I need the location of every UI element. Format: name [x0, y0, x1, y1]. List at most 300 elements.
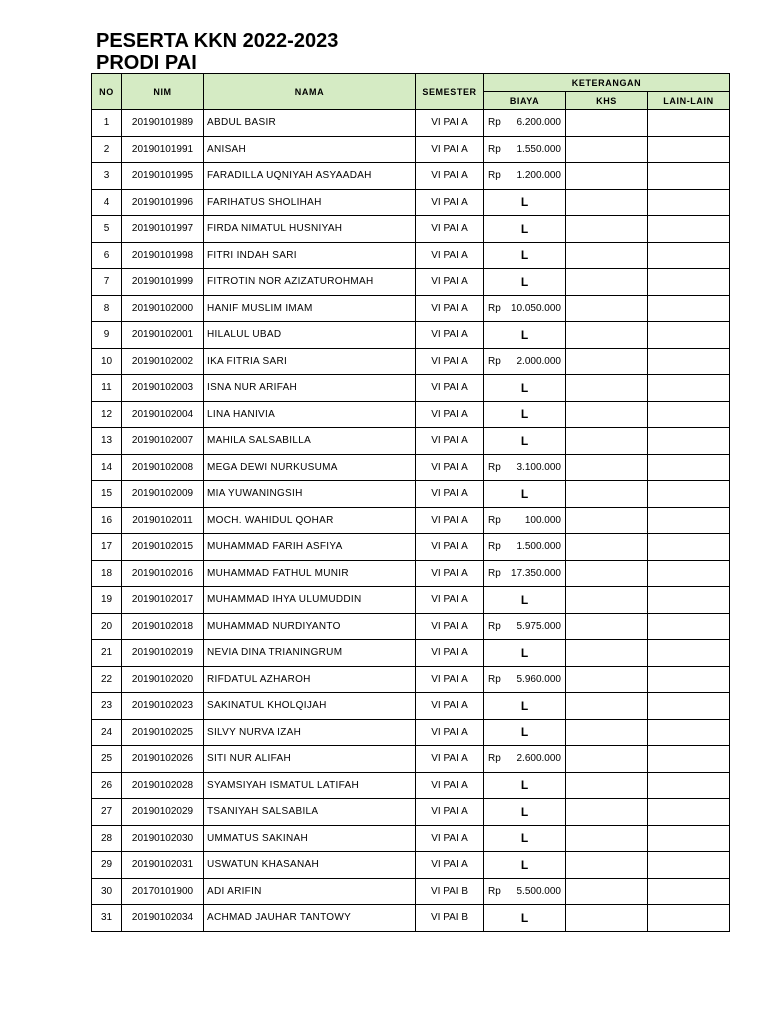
table-row [92, 375, 730, 402]
header-biaya: BIAYA [484, 92, 566, 110]
row-biaya [484, 216, 566, 243]
biaya-mark: L [520, 248, 529, 263]
table-row [92, 189, 730, 216]
row-biaya [484, 587, 566, 614]
biaya-amount: 5.975.000 [516, 620, 561, 632]
row-nim: 20190102020 [122, 666, 204, 693]
table-row [92, 322, 730, 349]
table-row [92, 428, 730, 455]
row-lain-lain [648, 587, 730, 614]
table-row [92, 454, 730, 481]
row-nama: ANISAH [204, 136, 416, 163]
currency-label: Rp [488, 355, 501, 367]
row-khs [566, 852, 648, 879]
row-khs [566, 719, 648, 746]
biaya-mark: L [520, 407, 529, 422]
row-khs [566, 640, 648, 667]
table-row [92, 666, 730, 693]
biaya-amount: 10.050.000 [510, 302, 561, 314]
row-nama: MUHAMMAD FARIH ASFIYA [204, 534, 416, 561]
row-nama: LINA HANIVIA [204, 401, 416, 428]
row-khs [566, 587, 648, 614]
row-khs [566, 322, 648, 349]
row-khs [566, 216, 648, 243]
biaya-amount: 1.200.000 [516, 170, 561, 182]
row-no: 26 [92, 772, 122, 799]
row-semester: VI PAI B [416, 878, 484, 905]
row-no: 31 [92, 905, 122, 932]
row-lain-lain [648, 428, 730, 455]
row-nim: 20190101989 [122, 110, 204, 137]
row-no: 28 [92, 825, 122, 852]
row-no: 19 [92, 587, 122, 614]
header-khs: KHS [566, 92, 648, 110]
currency-label: Rp [488, 514, 501, 526]
row-lain-lain [648, 825, 730, 852]
row-no: 4 [92, 189, 122, 216]
currency-label: Rp [488, 567, 501, 579]
row-lain-lain [648, 640, 730, 667]
row-biaya [484, 269, 566, 296]
row-nama: ISNA NUR ARIFAH [204, 375, 416, 402]
row-biaya [484, 560, 566, 587]
row-khs [566, 401, 648, 428]
table-row [92, 401, 730, 428]
row-khs [566, 375, 648, 402]
row-lain-lain [648, 481, 730, 508]
row-nim: 20190102018 [122, 613, 204, 640]
row-nama: FARADILLA UQNIYAH ASYAADAH [204, 163, 416, 190]
row-biaya [484, 772, 566, 799]
biaya-mark: L [520, 857, 529, 872]
biaya-mark: L [520, 804, 529, 819]
biaya-mark: L [520, 195, 529, 210]
row-khs [566, 905, 648, 932]
currency-label: Rp [488, 143, 501, 155]
table-row [92, 242, 730, 269]
row-nama: RIFDATUL AZHAROH [204, 666, 416, 693]
row-biaya [484, 163, 566, 190]
table-row [92, 481, 730, 508]
row-lain-lain [648, 772, 730, 799]
biaya-mark: L [520, 221, 529, 236]
row-nama: MAHILA SALSABILLA [204, 428, 416, 455]
table-body [92, 110, 730, 932]
biaya-amount: 100.000 [524, 514, 561, 526]
row-nim: 20190101997 [122, 216, 204, 243]
row-nim: 20190102034 [122, 905, 204, 932]
currency-label: Rp [488, 117, 501, 129]
row-khs [566, 534, 648, 561]
row-biaya [484, 454, 566, 481]
biaya-amount: 1.550.000 [516, 143, 561, 155]
row-biaya [484, 534, 566, 561]
row-khs [566, 481, 648, 508]
row-khs [566, 746, 648, 773]
row-biaya [484, 375, 566, 402]
row-no: 13 [92, 428, 122, 455]
row-semester: VI PAI A [416, 507, 484, 534]
header-nama: NAMA [204, 74, 416, 110]
row-nim: 20190102030 [122, 825, 204, 852]
header-nim: NIM [122, 74, 204, 110]
row-nim: 20190102002 [122, 348, 204, 375]
row-semester: VI PAI A [416, 216, 484, 243]
row-nim: 20190102008 [122, 454, 204, 481]
row-nama: SITI NUR ALIFAH [204, 746, 416, 773]
row-khs [566, 110, 648, 137]
row-lain-lain [648, 666, 730, 693]
row-biaya [484, 799, 566, 826]
biaya-amount: 2.600.000 [516, 753, 561, 765]
row-biaya [484, 428, 566, 455]
row-nim: 20190102007 [122, 428, 204, 455]
table-row [92, 216, 730, 243]
row-no: 8 [92, 295, 122, 322]
row-semester: VI PAI A [416, 454, 484, 481]
row-nim: 20190102016 [122, 560, 204, 587]
row-khs [566, 772, 648, 799]
row-biaya [484, 693, 566, 720]
table-row [92, 693, 730, 720]
row-khs [566, 693, 648, 720]
row-nama: SAKINATUL KHOLQIJAH [204, 693, 416, 720]
table-row [92, 613, 730, 640]
row-lain-lain [648, 454, 730, 481]
table-row [92, 560, 730, 587]
row-nim: 20170101900 [122, 878, 204, 905]
row-khs [566, 666, 648, 693]
document-subtitle: PRODI PAI [96, 52, 197, 74]
row-no: 24 [92, 719, 122, 746]
row-khs [566, 428, 648, 455]
row-biaya [484, 746, 566, 773]
row-nim: 20190101995 [122, 163, 204, 190]
biaya-mark: L [520, 831, 529, 846]
row-semester: VI PAI A [416, 428, 484, 455]
row-no: 3 [92, 163, 122, 190]
table-row [92, 587, 730, 614]
table-row [92, 534, 730, 561]
row-biaya [484, 719, 566, 746]
table-row [92, 136, 730, 163]
biaya-mark: L [520, 725, 529, 740]
document-title: PESERTA KKN 2022-2023 [96, 30, 339, 52]
biaya-amount: 2.000.000 [516, 355, 561, 367]
biaya-mark: L [520, 327, 529, 342]
row-nim: 20190102019 [122, 640, 204, 667]
row-nama: MUHAMMAD IHYA ULUMUDDIN [204, 587, 416, 614]
row-nim: 20190102028 [122, 772, 204, 799]
row-semester: VI PAI A [416, 481, 484, 508]
row-nama: MOCH. WAHIDUL QOHAR [204, 507, 416, 534]
row-nama: NEVIA DINA TRIANINGRUM [204, 640, 416, 667]
biaya-amount: 5.500.000 [516, 885, 561, 897]
row-biaya [484, 401, 566, 428]
table-row [92, 799, 730, 826]
row-biaya [484, 878, 566, 905]
table-row [92, 719, 730, 746]
row-nim: 20190102017 [122, 587, 204, 614]
row-lain-lain [648, 375, 730, 402]
row-lain-lain [648, 136, 730, 163]
row-lain-lain [648, 560, 730, 587]
row-biaya [484, 507, 566, 534]
row-no: 27 [92, 799, 122, 826]
row-semester: VI PAI A [416, 322, 484, 349]
row-biaya [484, 189, 566, 216]
row-semester: VI PAI A [416, 401, 484, 428]
row-nim: 20190101991 [122, 136, 204, 163]
biaya-amount: 6.200.000 [516, 117, 561, 129]
row-semester: VI PAI A [416, 852, 484, 879]
row-nama: IKA FITRIA SARI [204, 348, 416, 375]
row-no: 5 [92, 216, 122, 243]
row-nama: ABDUL BASIR [204, 110, 416, 137]
row-semester: VI PAI A [416, 693, 484, 720]
row-nim: 20190102031 [122, 852, 204, 879]
row-biaya [484, 825, 566, 852]
currency-label: Rp [488, 541, 501, 553]
row-biaya [484, 348, 566, 375]
row-semester: VI PAI A [416, 269, 484, 296]
row-khs [566, 454, 648, 481]
table-row [92, 772, 730, 799]
row-lain-lain [648, 613, 730, 640]
table-row [92, 507, 730, 534]
row-lain-lain [648, 693, 730, 720]
row-khs [566, 878, 648, 905]
table-row [92, 163, 730, 190]
row-nama: FIRDA NIMATUL HUSNIYAH [204, 216, 416, 243]
row-lain-lain [648, 852, 730, 879]
row-semester: VI PAI A [416, 189, 484, 216]
row-biaya [484, 322, 566, 349]
row-khs [566, 613, 648, 640]
biaya-mark: L [520, 486, 529, 501]
row-biaya [484, 295, 566, 322]
biaya-mark: L [520, 433, 529, 448]
row-nim: 20190102025 [122, 719, 204, 746]
row-no: 21 [92, 640, 122, 667]
row-semester: VI PAI A [416, 242, 484, 269]
table-row [92, 905, 730, 932]
row-nama: UMMATUS SAKINAH [204, 825, 416, 852]
row-semester: VI PAI A [416, 640, 484, 667]
row-nim: 20190102004 [122, 401, 204, 428]
row-biaya [484, 110, 566, 137]
row-semester: VI PAI A [416, 110, 484, 137]
row-lain-lain [648, 401, 730, 428]
row-lain-lain [648, 189, 730, 216]
row-no: 6 [92, 242, 122, 269]
row-khs [566, 163, 648, 190]
row-semester: VI PAI B [416, 905, 484, 932]
row-lain-lain [648, 905, 730, 932]
row-no: 10 [92, 348, 122, 375]
currency-label: Rp [488, 302, 501, 314]
row-lain-lain [648, 216, 730, 243]
row-biaya [484, 481, 566, 508]
row-semester: VI PAI A [416, 719, 484, 746]
row-khs [566, 269, 648, 296]
row-no: 18 [92, 560, 122, 587]
row-nama: FARIHATUS SHOLIHAH [204, 189, 416, 216]
row-nim: 20190102001 [122, 322, 204, 349]
row-semester: VI PAI A [416, 136, 484, 163]
row-biaya [484, 242, 566, 269]
row-no: 1 [92, 110, 122, 137]
row-semester: VI PAI A [416, 666, 484, 693]
row-lain-lain [648, 295, 730, 322]
row-semester: VI PAI A [416, 799, 484, 826]
row-khs [566, 825, 648, 852]
header-lain-lain: LAIN-LAIN [648, 92, 730, 110]
biaya-amount: 5.960.000 [516, 673, 561, 685]
currency-label: Rp [488, 170, 501, 182]
biaya-mark: L [520, 380, 529, 395]
row-lain-lain [648, 322, 730, 349]
currency-label: Rp [488, 885, 501, 897]
row-nim: 20190102000 [122, 295, 204, 322]
row-no: 2 [92, 136, 122, 163]
biaya-amount: 3.100.000 [516, 461, 561, 473]
row-nama: FITRI INDAH SARI [204, 242, 416, 269]
row-no: 15 [92, 481, 122, 508]
biaya-mark: L [520, 910, 529, 925]
row-nama: ACHMAD JAUHAR TANTOWY [204, 905, 416, 932]
row-nim: 20190101999 [122, 269, 204, 296]
row-lain-lain [648, 878, 730, 905]
row-no: 11 [92, 375, 122, 402]
table-row [92, 348, 730, 375]
header-no: NO [92, 74, 122, 110]
row-biaya [484, 136, 566, 163]
row-lain-lain [648, 348, 730, 375]
row-no: 14 [92, 454, 122, 481]
row-no: 25 [92, 746, 122, 773]
row-semester: VI PAI A [416, 295, 484, 322]
row-nim: 20190102023 [122, 693, 204, 720]
row-khs [566, 242, 648, 269]
biaya-amount: 17.350.000 [510, 567, 561, 579]
row-no: 12 [92, 401, 122, 428]
row-lain-lain [648, 534, 730, 561]
participants-table [91, 73, 730, 932]
biaya-mark: L [520, 778, 529, 793]
currency-label: Rp [488, 620, 501, 632]
row-semester: VI PAI A [416, 348, 484, 375]
row-no: 22 [92, 666, 122, 693]
row-biaya [484, 905, 566, 932]
row-nim: 20190102009 [122, 481, 204, 508]
row-nama: MIA YUWANINGSIH [204, 481, 416, 508]
row-lain-lain [648, 110, 730, 137]
row-biaya [484, 666, 566, 693]
row-nama: FITROTIN NOR AZIZATUROHMAH [204, 269, 416, 296]
row-khs [566, 348, 648, 375]
row-nama: MEGA DEWI NURKUSUMA [204, 454, 416, 481]
row-biaya [484, 640, 566, 667]
row-nim: 20190102003 [122, 375, 204, 402]
biaya-mark: L [520, 645, 529, 660]
row-nim: 20190102029 [122, 799, 204, 826]
row-lain-lain [648, 746, 730, 773]
table-row [92, 640, 730, 667]
row-khs [566, 295, 648, 322]
row-nama: SYAMSIYAH ISMATUL LATIFAH [204, 772, 416, 799]
row-semester: VI PAI A [416, 746, 484, 773]
row-lain-lain [648, 242, 730, 269]
currency-label: Rp [488, 753, 501, 765]
row-khs [566, 799, 648, 826]
row-semester: VI PAI A [416, 163, 484, 190]
row-semester: VI PAI A [416, 534, 484, 561]
row-biaya [484, 613, 566, 640]
row-nama: USWATUN KHASANAH [204, 852, 416, 879]
row-no: 17 [92, 534, 122, 561]
row-nim: 20190102011 [122, 507, 204, 534]
biaya-mark: L [520, 698, 529, 713]
row-nim: 20190102015 [122, 534, 204, 561]
row-biaya [484, 852, 566, 879]
table-row [92, 878, 730, 905]
row-no: 29 [92, 852, 122, 879]
row-semester: VI PAI A [416, 772, 484, 799]
row-nama: MUHAMMAD NURDIYANTO [204, 613, 416, 640]
row-nama: HILALUL UBAD [204, 322, 416, 349]
row-semester: VI PAI A [416, 825, 484, 852]
row-no: 20 [92, 613, 122, 640]
row-semester: VI PAI A [416, 375, 484, 402]
row-nama: MUHAMMAD FATHUL MUNIR [204, 560, 416, 587]
row-lain-lain [648, 163, 730, 190]
row-semester: VI PAI A [416, 613, 484, 640]
row-no: 9 [92, 322, 122, 349]
currency-label: Rp [488, 461, 501, 473]
table-row [92, 825, 730, 852]
row-no: 23 [92, 693, 122, 720]
row-khs [566, 136, 648, 163]
row-khs [566, 560, 648, 587]
row-khs [566, 189, 648, 216]
row-nama: ADI ARIFIN [204, 878, 416, 905]
biaya-mark: L [520, 274, 529, 289]
row-nama: SILVY NURVA IZAH [204, 719, 416, 746]
row-nama: HANIF MUSLIM IMAM [204, 295, 416, 322]
row-khs [566, 507, 648, 534]
row-lain-lain [648, 507, 730, 534]
table-row [92, 269, 730, 296]
header-keterangan: KETERANGAN [484, 74, 730, 92]
currency-label: Rp [488, 673, 501, 685]
row-nim: 20190101998 [122, 242, 204, 269]
row-no: 7 [92, 269, 122, 296]
header-semester: SEMESTER [416, 74, 484, 110]
table-row [92, 110, 730, 137]
row-lain-lain [648, 269, 730, 296]
row-semester: VI PAI A [416, 587, 484, 614]
row-nim: 20190102026 [122, 746, 204, 773]
row-no: 16 [92, 507, 122, 534]
row-nama: TSANIYAH SALSABILA [204, 799, 416, 826]
row-nim: 20190101996 [122, 189, 204, 216]
table-row [92, 746, 730, 773]
biaya-mark: L [520, 592, 529, 607]
row-lain-lain [648, 719, 730, 746]
biaya-amount: 1.500.000 [516, 541, 561, 553]
table-row [92, 852, 730, 879]
